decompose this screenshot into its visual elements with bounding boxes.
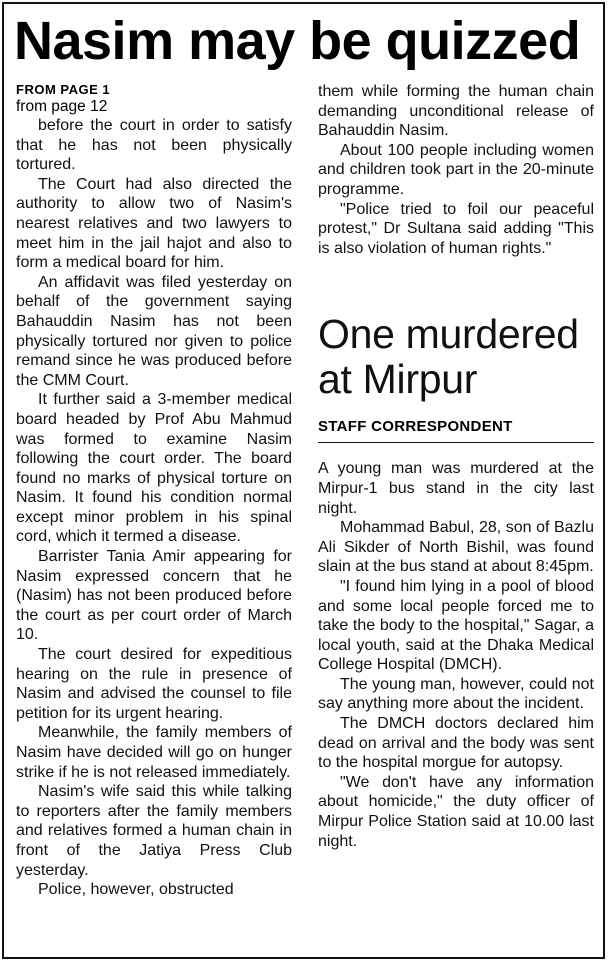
story2-body xyxy=(318,459,594,851)
story1-paragraph: Meanwhile, the family members of Nasim have decided will go on hunger strike if he is not released immediately. xyxy=(16,724,292,781)
story1-body-right xyxy=(318,82,594,258)
story2-headline xyxy=(318,312,594,402)
kicker-from-page: FROM PAGE 1 xyxy=(16,82,111,97)
story2-headline-line1: One murdered xyxy=(318,311,579,358)
story1-paragraph: Barrister Tania Amir appearing for Nasim expressed concern that he (Nasim) has not been produced before the court as per court order of March 10. xyxy=(16,548,292,644)
left-column xyxy=(16,82,292,900)
story1-paragraph: them while forming the human chain demanding unconditional release of Bahauddin Nasim. xyxy=(318,83,594,140)
right-column xyxy=(318,82,594,851)
story2-paragraph: The young man, however, could not say anything more about the incident. xyxy=(318,675,594,713)
story2-paragraph: "I found him lying in a pool of blood and some local people forced me to take the body to the hospital," Sagar, a local youth, said at the Dhaka Medical College Hospital (DMCH). xyxy=(318,577,594,674)
byline-divider xyxy=(318,442,594,443)
story2-paragraph: Mohammad Babul, 28, son of Bazlu Ali Sikder of North Bishil, was found slain at the bus stand at about 8:45pm. xyxy=(318,519,594,576)
story1-paragraph: An affidavit was filed yesterday on behalf of the government saying Bahauddin Nasim has not been physically tortured nor given to police remand since he was produced before the CMM Court. xyxy=(16,273,292,389)
story1-paragraph: The court desired for expeditious hearing on the rule in presence of Nasim and advised the counsel to file petition for its urgent hearing. xyxy=(16,646,292,722)
story1-paragraph: Nasim's wife said this while talking to reporters after the family members and relatives formed a human chain in front of the Jatiya Press Club yesterday. xyxy=(16,783,292,879)
story1-paragraph: before the court in order to satisfy that he has not been physically tortured. xyxy=(16,117,292,174)
page-reference: from page 12 xyxy=(16,98,108,115)
story2-paragraph: "We don't have any information about homicide," the duty officer of Mirpur Police Station said at 10.00 last night. xyxy=(318,773,594,850)
story1-paragraph: It further said a 3-member medical board headed by Prof Abu Mahmud was formed to examine Nasim following the court order. The board found no marks of physical torture on Nasim. It found his condition normal except minor problem in his spinal cord, which it termed a disease. xyxy=(16,391,292,546)
story1-paragraph: Police, however, obstructed xyxy=(38,881,234,899)
main-headline: Nasim may be quizzed xyxy=(14,11,581,71)
story2-paragraph: The DMCH doctors declared him dead on arrival and the body was sent to the hospital morgue for autopsy. xyxy=(318,715,594,772)
story2-headline-line2: at Mirpur xyxy=(318,356,478,403)
story1-paragraph: The Court had also directed the authority to allow two of Nasim's nearest relatives and two lawyers to meet him in the jail hajot and also to form a medical board for him. xyxy=(16,175,292,272)
story1-paragraph: About 100 people including women and children took part in the 20-minute programme. xyxy=(318,141,594,198)
story2-paragraph: A young man was murdered at the Mirpur-1 bus stand in the city last night. xyxy=(318,460,594,517)
story1-paragraph: "Police tried to foil our peaceful protest," Dr Sultana said adding "This is also violation of human rights." xyxy=(318,200,594,257)
story1-body-left xyxy=(16,116,292,900)
byline: STAFF CORRESPONDENT xyxy=(318,418,513,436)
